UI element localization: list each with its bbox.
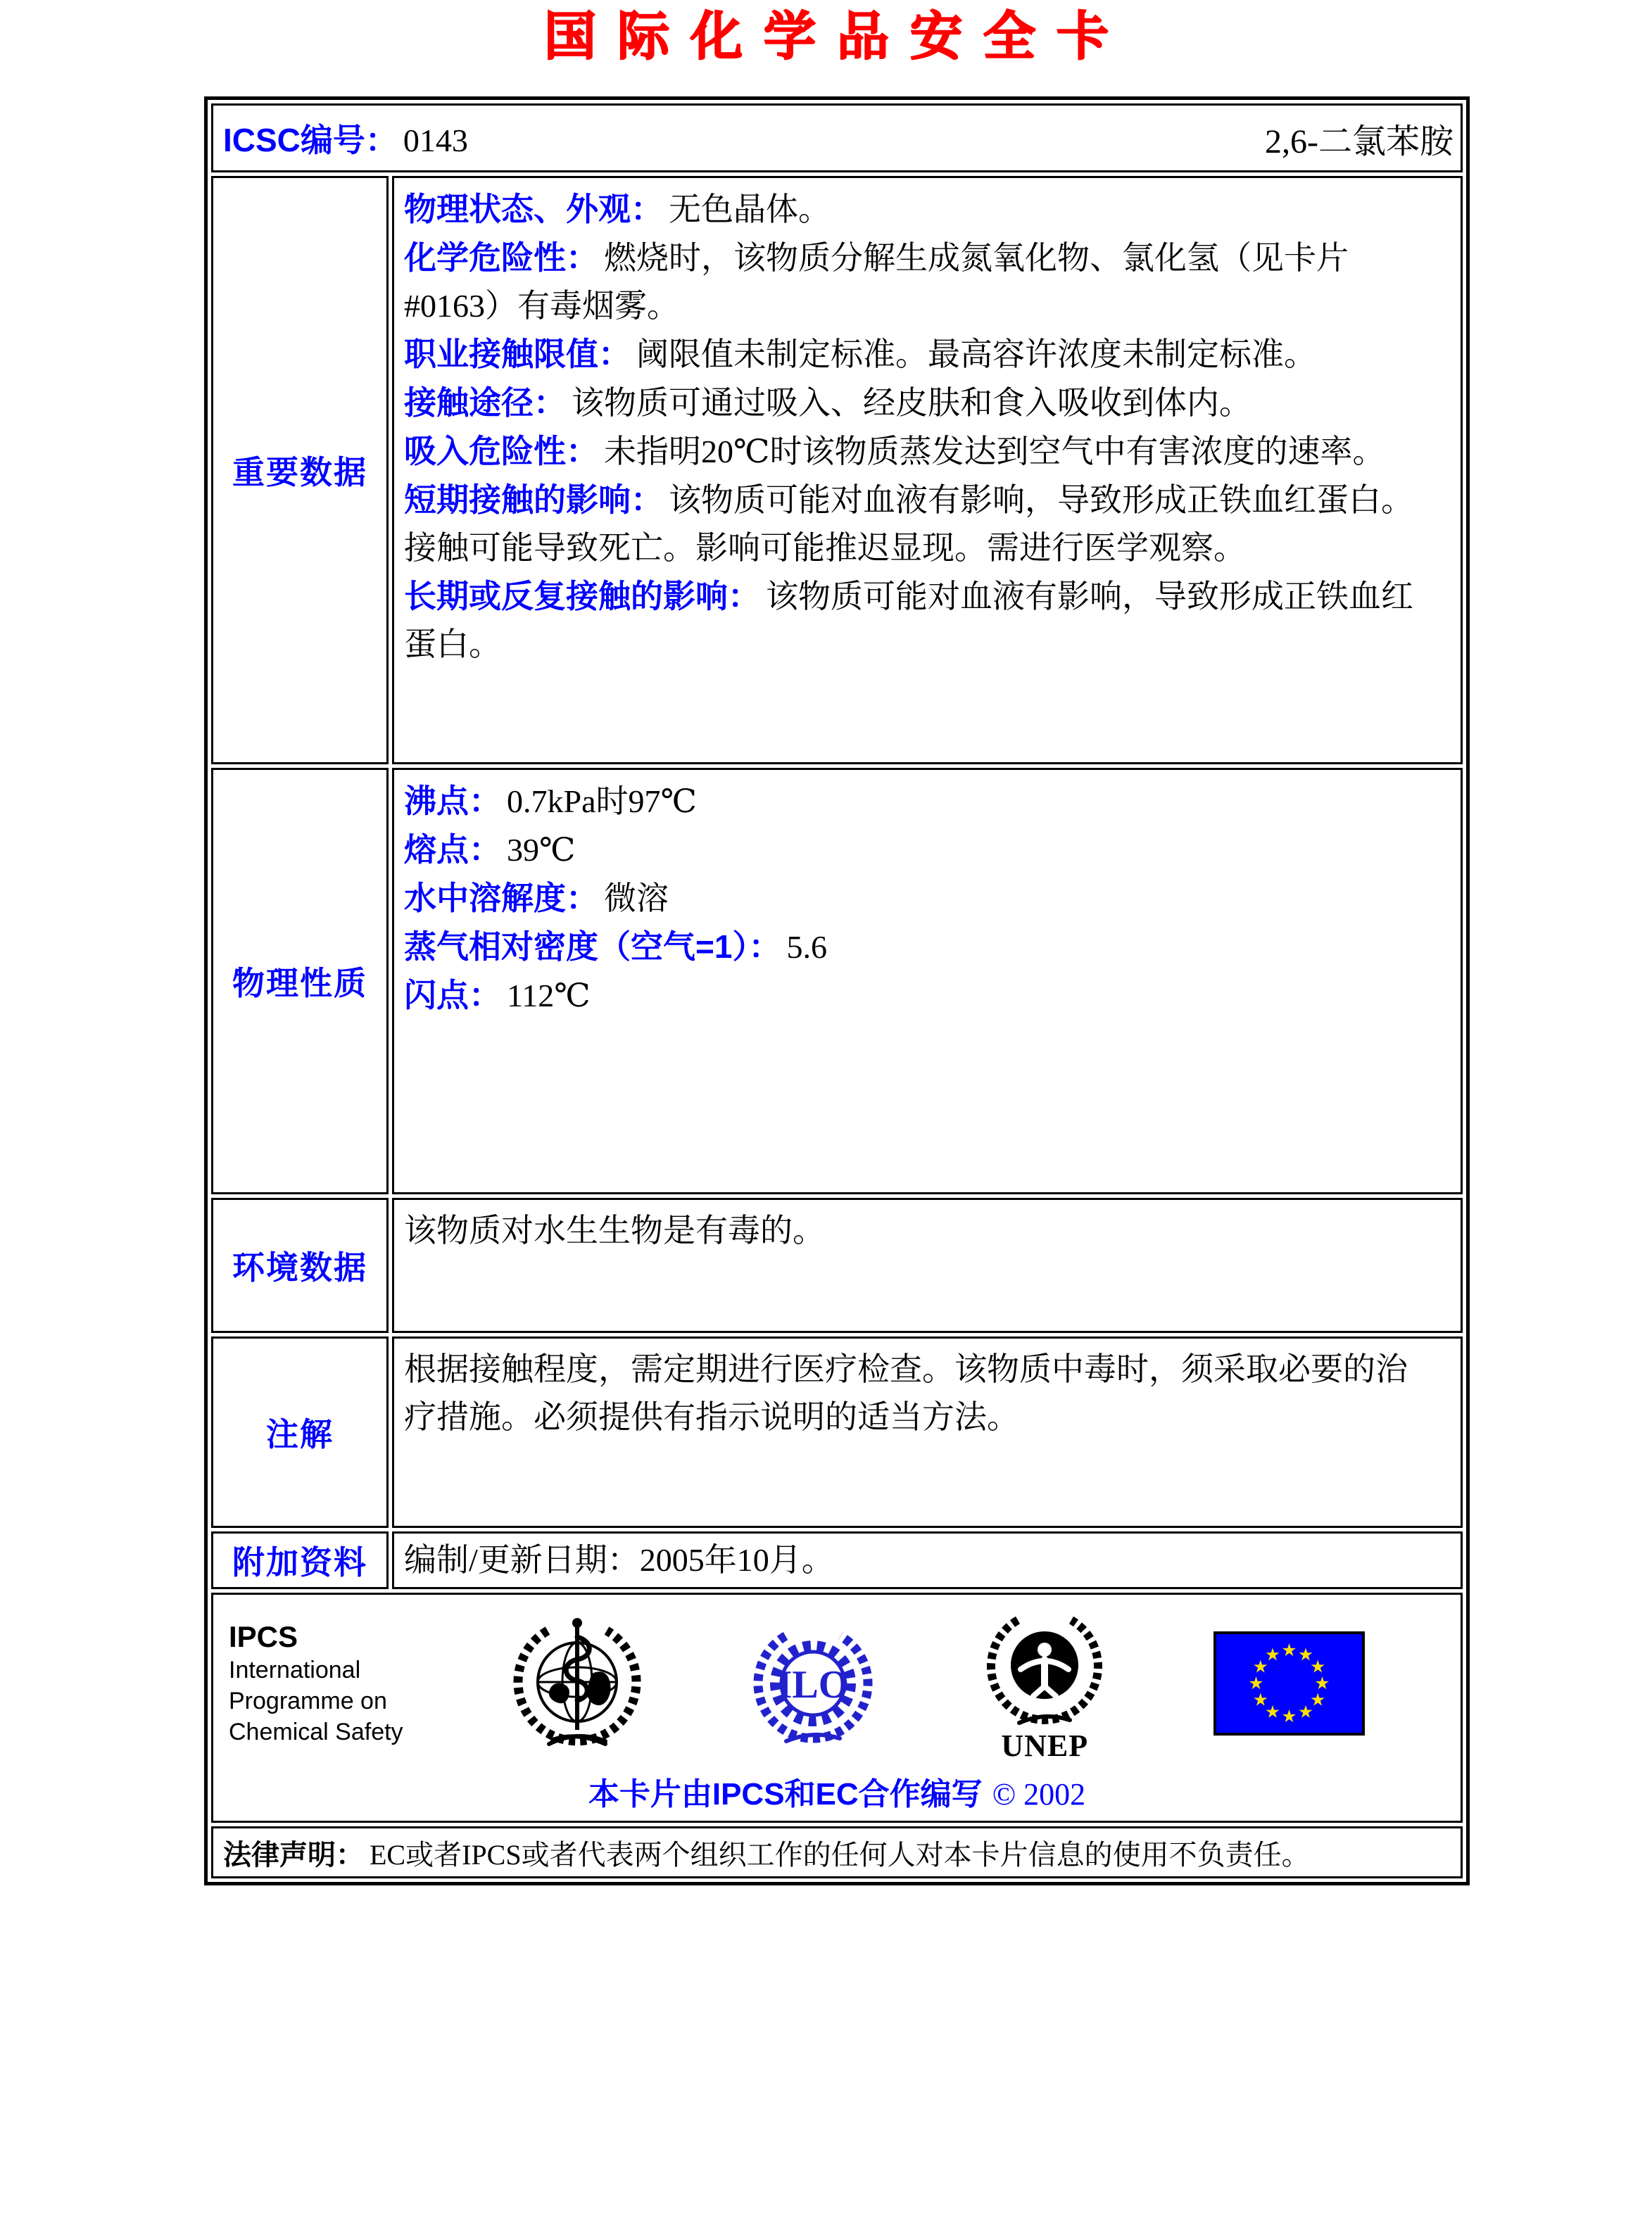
header-cell <box>211 103 1463 172</box>
field-exposure-routes-label: 接触途径： <box>404 384 566 421</box>
section-row-environmental-data <box>211 1198 1463 1333</box>
section-content-physical-properties <box>392 768 1463 1194</box>
field-boiling-point <box>404 777 1430 826</box>
field-water-solubility-value: 微溶 <box>604 880 669 916</box>
header-row <box>211 103 1463 172</box>
field-exposure-limit <box>404 330 1430 379</box>
page-title: 国际化学品安全卡 <box>544 8 1130 66</box>
additional-info-text: 编制/更新日期：2005年10月。 <box>404 1542 834 1578</box>
field-short-term-effects-value: 该物质可能对血液有影响，导致形成正铁血红蛋白。接触可能导致死亡。影响可能推迟显现。需进行医学观察。 <box>404 482 1413 566</box>
environmental-data-text: 该物质对水生生物是有毒的。 <box>404 1213 825 1249</box>
unep-label: UNEP <box>1001 1728 1089 1763</box>
legal-label: 法律声明： <box>223 1839 364 1871</box>
field-boiling-point-label: 沸点： <box>404 783 501 819</box>
icsc-number-value: 0143 <box>403 122 468 158</box>
field-inhalation-risk-value: 未指明20℃时该物质蒸发达到空气中有害浓度的速率。 <box>604 434 1385 469</box>
section-label-additional-info: 附加资料 <box>211 1531 389 1589</box>
field-vapor-density-value: 5.6 <box>786 929 827 965</box>
field-melting-point <box>404 826 1430 874</box>
section-content-environmental-data <box>392 1198 1463 1333</box>
field-long-term-effects-value: 该物质可能对血液有影响，导致形成正铁血红蛋白。 <box>404 579 1413 662</box>
footer-caption-text: 本卡片由IPCS和EC合作编写 <box>588 1777 983 1812</box>
section-content-additional-info <box>392 1531 1463 1589</box>
section-label-environmental-data: 环境数据 <box>211 1198 389 1333</box>
field-chemical-danger <box>404 234 1430 330</box>
ipcs-line-2: Programme on <box>229 1687 387 1714</box>
section-row-additional-info <box>211 1531 1463 1589</box>
chemical-name: 2,6-二氯苯胺 <box>1265 122 1454 160</box>
field-inhalation-risk-label: 吸入危险性： <box>404 433 598 469</box>
field-exposure-routes-value: 该物质可通过吸入、经皮肤和食入吸收到体内。 <box>572 385 1251 421</box>
ipcs-title: IPCS <box>229 1619 298 1653</box>
field-flash-point <box>404 971 1430 1020</box>
field-physical-state-label: 物理状态、外观： <box>404 191 663 227</box>
section-row-important-data <box>211 176 1463 764</box>
icsc-card-table <box>204 96 1470 1885</box>
field-water-solubility <box>404 874 1430 923</box>
legal-row <box>211 1826 1463 1878</box>
ipcs-text-block <box>229 1619 405 1747</box>
field-exposure-limit-label: 职业接触限值： <box>404 336 631 372</box>
field-vapor-density-label: 蒸气相对密度（空气=1）： <box>404 928 781 965</box>
field-long-term-effects <box>404 572 1430 669</box>
field-melting-point-value: 39℃ <box>507 832 576 868</box>
legal-text: EC或者IPCS或者代表两个组织工作的任何人对本卡片信息的使用不负责任。 <box>370 1838 1310 1871</box>
field-physical-state <box>404 185 1430 234</box>
field-flash-point-label: 闪点： <box>404 977 501 1013</box>
section-label-notes: 注解 <box>211 1336 389 1528</box>
field-exposure-routes <box>404 379 1430 427</box>
field-water-solubility-label: 水中溶解度： <box>404 880 598 916</box>
footer-caption <box>225 1769 1449 1814</box>
footer-cell <box>211 1593 1463 1823</box>
footer-row <box>211 1593 1463 1823</box>
field-chemical-danger-value: 燃烧时，该物质分解生成氮氧化物、氯化氢（见卡片#0163）有毒烟雾。 <box>404 240 1349 324</box>
ipcs-line-1: International <box>229 1656 361 1683</box>
field-long-term-effects-label: 长期或反复接触的影响： <box>404 578 760 614</box>
footer-copyright: © 2002 <box>992 1777 1086 1812</box>
field-chemical-danger-label: 化学危险性： <box>404 239 598 276</box>
section-label-important-data: 重要数据 <box>211 176 389 764</box>
who-logo-icon <box>510 1613 644 1754</box>
icsc-number-label: ICSC编号： <box>223 122 398 158</box>
field-flash-point-value: 112℃ <box>507 978 591 1013</box>
ilo-letters: ILO <box>776 1662 849 1707</box>
field-exposure-limit-value: 阈限值未制定标准。最高容许浓度未制定标准。 <box>636 336 1316 372</box>
field-boiling-point-value: 0.7kPa时97℃ <box>507 783 697 819</box>
legal-cell <box>211 1826 1463 1878</box>
unep-logo-block <box>981 1605 1108 1762</box>
ipcs-line-3: Chemical Safety <box>229 1718 403 1745</box>
field-physical-state-value: 无色晶体。 <box>669 191 831 227</box>
unep-logo-icon <box>981 1605 1108 1731</box>
section-content-notes <box>392 1336 1463 1528</box>
field-vapor-density <box>404 923 1430 971</box>
logo-row <box>225 1602 1449 1762</box>
field-inhalation-risk <box>404 427 1430 476</box>
field-melting-point-label: 熔点： <box>404 831 501 868</box>
section-row-notes <box>211 1336 1463 1528</box>
section-row-physical-properties <box>211 768 1463 1194</box>
field-short-term-effects <box>404 476 1430 572</box>
section-label-physical-properties: 物理性质 <box>211 768 389 1194</box>
field-short-term-effects-label: 短期接触的影响： <box>404 481 663 518</box>
section-content-important-data <box>392 176 1463 764</box>
ilo-logo-icon <box>750 1620 876 1747</box>
icsc-number <box>223 115 468 161</box>
eu-flag-icon <box>1213 1631 1365 1736</box>
notes-text: 根据接触程度，需定期进行医疗检查。该物质中毒时，须采取必要的治疗措施。必须提供有指示说明的适当方法。 <box>404 1351 1408 1435</box>
